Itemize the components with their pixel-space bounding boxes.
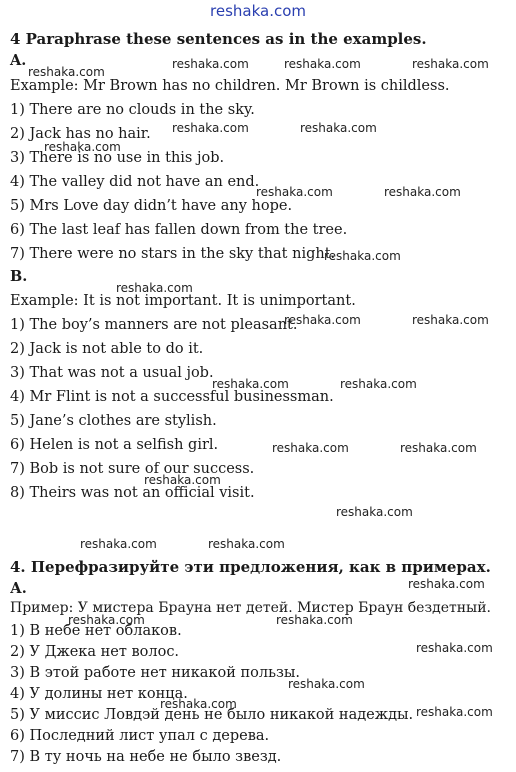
site-watermark: reshaka.com (384, 185, 461, 199)
list-item: 3) There is no use in this job. (10, 150, 225, 166)
site-watermark: reshaka.com (324, 249, 401, 263)
site-watermark: reshaka.com (416, 641, 493, 655)
site-watermark: reshaka.com (68, 613, 145, 627)
list-item: 8) Theirs was not an official visit. (10, 485, 255, 501)
site-watermark: reshaka.com (172, 121, 249, 135)
list-item: 5) Mrs Love day didn’t have any hope. (10, 198, 293, 214)
site-watermark-header: reshaka.com (210, 2, 306, 20)
list-item: 1) The boy’s manners are not pleasant. (10, 317, 298, 333)
site-watermark: reshaka.com (160, 697, 237, 711)
site-watermark: reshaka.com (44, 140, 121, 154)
list-item: 2) Jack is not able to do it. (10, 341, 204, 357)
list-item: 5) У миссис Ловдэй день не было никакой надежды. (10, 707, 414, 723)
site-watermark: reshaka.com (336, 505, 413, 519)
site-watermark: reshaka.com (212, 377, 289, 391)
list-item: 7) В ту ночь на небе не было звезд. (10, 749, 282, 765)
part-b-example-en: Example: It is not important. It is unimportant. (10, 293, 356, 309)
site-watermark: reshaka.com (284, 313, 361, 327)
site-watermark: reshaka.com (256, 185, 333, 199)
site-watermark: reshaka.com (272, 441, 349, 455)
site-watermark: reshaka.com (300, 121, 377, 135)
list-item: 1) There are no clouds in the sky. (10, 102, 255, 118)
list-item: 3) В этой работе нет никакой пользы. (10, 665, 301, 681)
list-item: 4) Mr Flint is not a successful businessman. (10, 389, 334, 405)
site-watermark: reshaka.com (408, 577, 485, 591)
site-watermark: reshaka.com (208, 537, 285, 551)
part-a-example-ru: Пример: У мистера Брауна нет детей. Мистер Браун бездетный. (10, 600, 491, 616)
list-item: 2) Jack has no hair. (10, 126, 151, 142)
part-a-example-en: Example: Mr Brown has no children. Mr Brown is childless. (10, 78, 450, 94)
list-item: 3) That was not a usual job. (10, 365, 214, 381)
site-watermark: reshaka.com (284, 57, 361, 71)
list-item: 6) Последний лист упал с дерева. (10, 728, 270, 744)
part-b-label-en: B. (10, 268, 28, 285)
list-item: 5) Jane’s clothes are stylish. (10, 413, 217, 429)
site-watermark: reshaka.com (172, 57, 249, 71)
exercise-heading-en: 4 Paraphrase these sentences as in the examples. (10, 30, 427, 48)
list-item: 7) Bob is not sure of our success. (10, 461, 255, 477)
part-a-label-en: A. (10, 52, 27, 69)
site-watermark: reshaka.com (80, 537, 157, 551)
list-item: 4) У долины нет конца. (10, 686, 188, 702)
site-watermark: reshaka.com (288, 677, 365, 691)
site-watermark: reshaka.com (28, 65, 105, 79)
site-watermark: reshaka.com (400, 441, 477, 455)
site-watermark: reshaka.com (340, 377, 417, 391)
site-watermark: reshaka.com (276, 613, 353, 627)
site-watermark: reshaka.com (116, 281, 193, 295)
exercise-heading-ru: 4. Перефразируйте эти предложения, как в примерах. (10, 558, 491, 576)
site-watermark: reshaka.com (412, 57, 489, 71)
part-a-label-ru: А. (10, 580, 27, 597)
site-watermark: reshaka.com (416, 705, 493, 719)
list-item: 6) The last leaf has fallen down from the tree. (10, 222, 348, 238)
site-watermark: reshaka.com (144, 473, 221, 487)
list-item: 6) Helen is not a selfish girl. (10, 437, 219, 453)
list-item: 1) В небе нет облаков. (10, 623, 182, 639)
list-item: 7) There were no stars in the sky that night. (10, 246, 336, 262)
site-watermark: reshaka.com (412, 313, 489, 327)
list-item: 2) У Джека нет волос. (10, 644, 180, 660)
list-item: 4) The valley did not have an end. (10, 174, 260, 190)
